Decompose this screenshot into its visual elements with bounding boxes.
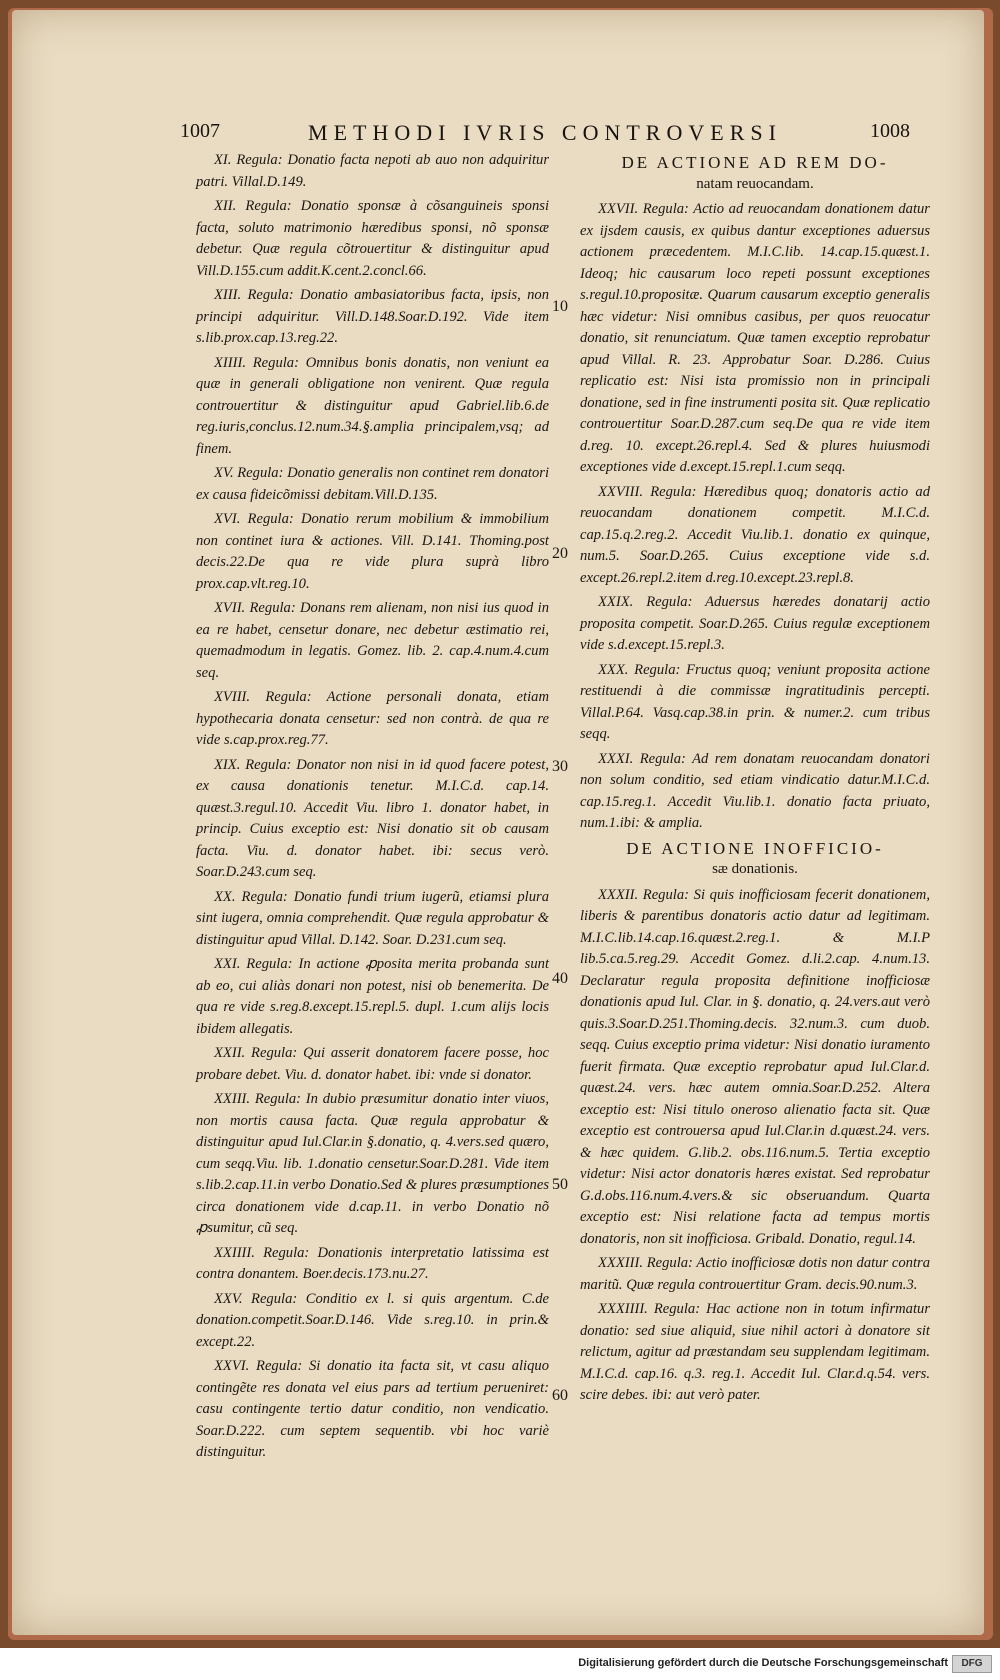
rule-paragraph: XXXIII. Regula: Actio inofficiosæ dotis non datur contra maritũ. Quæ regula controuertitur Gram. decis.90.num.3. [580, 1255, 930, 1293]
rule-paragraph: XXXII. Regula: Si quis inofficiosam fecerit donationem, liberis & parentibus donatoris actio datur ad legitimam. M.I.C.lib.14.cap.16.quæst.2.reg.1. & M.I.P lib.5.ca.5.reg.29. Accedit Gomez. d.li.2.cap. 4.num.13. Declaratur regula proposita definitione inofficiosæ donationis apud Iul. Clar. in §. donatio, q. 24.vers.aut verò quis.3.Soar.D.251.Thoming.decis. 32.num.3. cum duob. seqq. Cuius exceptio prima videtur: Nisi donatio iuramento fuerit firmata. Quæ exceptio reprobatur apud Iul.Clar.d. quæst.24. vers. hæc autem omnia.Soar.D.252. Altera exceptio est: Nisi titulo oneroso alienatio facta sit. Quæ exceptio est controuersa apud Iul.Clar.in d.quæst.24. vers. & hæc quidem. G.lib.2. obs.116.num.5. Tertia exceptio videtur: Nisi actor donatoris hæres existat. Sed reprobatur G.d.obs.116.num.4.vers.& sic obseruandum. Quarta exceptio est: Nisi relatione facta ad tempus mortis donatoris, non sit inofficiosa. Gribald. Donatio, regul.14. [580, 886, 930, 1247]
right-column [580, 150, 930, 1410]
line-number: 40 [552, 970, 568, 987]
section-subtitle: natam reuocandam. [696, 175, 814, 192]
rule-paragraph: XXIII. Regula: In dubio præsumitur donatio inter viuos, non mortis causa facta. Quæ regula approbatur & distinguitur apud Iul.Clar.in §.donatio, q. 4.vers.sed quæro, cum seqq.Viu. lib. 1.donatio censetur.Soar.D.281. Vide item s.lib.2.cap.11.in verbo Donatio.Sed & plures præsumptiones circa donationem vide d.cap.11. in verbo Donatio nõ ꝓsumitur, cũ seq. [196, 1091, 549, 1236]
rule-paragraph: XVIII. Regula: Actione personali donata, etiam hypothecaria donata censetur: sed non contrà. de qua re vide s.cap.prox.reg.77. [196, 689, 549, 748]
rule-paragraph: XXIX. Regula: Aduersus hæredes donatarij actio proposita competit. Soar.D.265. Cuius regulæ exceptionem vide s.d.except.15.repl.3. [580, 594, 930, 653]
rule-paragraph: XXVIII. Regula: Hæredibus quoq; donatoris actio ad reuocandam donationem competit. M.I.C.d. cap.15.q.2.reg.2. Accedit Viu.lib.1. donatio ex quinque, num.5. Soar.D.265. Cuius exceptione vide s.d. except.26.repl.2.item d.reg.10.except.23.repl.8. [580, 483, 930, 586]
footer-bar [0, 1648, 1000, 1680]
left-column [196, 150, 549, 1467]
line-number: 20 [552, 545, 568, 562]
rule-paragraph: XVI. Regula: Donatio rerum mobilium & immobilium non continet iura & actiones. Vill. D.141. Thoming.post decis.22.De qua re vide plura suprà libro prox.cap.vlt.reg.10. [196, 511, 549, 592]
page-number-right: 1008 [870, 120, 910, 142]
dfg-logo-icon: DFG [952, 1655, 992, 1673]
line-number: 30 [552, 758, 568, 775]
rule-paragraph: XIII. Regula: Donatio ambasiatoribus facta, ipsis, non principi adquiritur. Vill.D.148.Soar.D.192. Vide item s.lib.prox.cap.13.reg.22. [196, 287, 549, 346]
rule-paragraph: XXVII. Regula: Actio ad reuocandam donationem datur ex ijsdem causis, ex quibus dantur exceptiones aduersus actionem præcedentem. M.I.C.lib. 14.cap.15.quæst.1. Ideoq; hic causarum loco repeti possunt exceptiones s.regul.10.propositæ. Quarum causarum exceptio generalis hæc videtur: Nisi omnibus casibus, per quos reuocatur donatio, sit renunciatum. Quæ tamen exceptio reprobatur apud Villal. R. 23. Approbatur Soar. D.286. Cuius replicatio est: Nisi ista promissio non in principali donatione, sed in fine instrumenti posita sit. Quæ replicatio controuertitur Soar.D.287.cum seq.De qua re vide item d.reg. 10. except.26.repl.4. Sed & plures huiusmodi exceptiones vide d.except.15.repl.1.cum seqq. [580, 201, 930, 475]
rule-paragraph: XI. Regula: Donatio facta nepoti ab auo non adquiritur patri. Villal.D.149. [196, 152, 549, 190]
running-head: METHODI IVRIS CONTROVERSI [308, 120, 782, 145]
rule-paragraph: XX. Regula: Donatio fundi trium iugerũ, etiamsi plura sint iugera, omnia comprehendit. Quæ regula approbatur & distinguitur apud Villal. D.142. Soar. D.231.cum seq. [196, 888, 549, 948]
rule-paragraph: XXVI. Regula: Si donatio ita facta sit, vt casu aliquo contingẽte res donata vel eius pars ad tertium perueniret: casu contingente tertio datur conditio, non vendicatio. Soar.D.222. cum septem sequentib. vbi hoc variè distinguitur. [196, 1358, 549, 1460]
page-header [180, 120, 910, 150]
line-number: 10 [552, 298, 568, 315]
rule-paragraph: XXV. Regula: Conditio ex l. si quis argentum. C.de donation.competit.Soar.D.146. Vide s.reg.10. in prin.& except.22. [196, 1290, 549, 1350]
page-number-left: 1007 [180, 120, 220, 142]
rule-paragraph: XXXI. Regula: Ad rem donatam reuocandam donatori non solum conditio, sed etiam vindicatio datur.M.I.C.d. cap.15.reg.1. Accedit Viu.lib.1. donatio facta priuato, num.1.ibi: & amplia. [580, 750, 930, 831]
rule-paragraph: XII. Regula: Donatio sponsæ à cõsanguineis sponsi facta, soluto matrimonio hæredibus sponsi, nõ sponsæ debetur. Quæ regula cõtrouertitur & distinguitur apud Vill.D.155.cum addit.K.cent.2.concl.66. [196, 198, 549, 279]
rule-paragraph: XXIIII. Regula: Donationis interpretatio latissima est contra donantem. Boer.decis.173.nu.27. [196, 1244, 549, 1282]
rule-paragraph: XXI. Regula: In actione ꝓposita merita probanda sunt ab eo, cui aliàs donari non potest, nisi ob benemerita. De qua re vide s.reg.8.except.15.repl.5. dupl. 1.cum alijs locis ibidem allegatis. [196, 956, 549, 1037]
rule-paragraph: XVII. Regula: Donans rem alienam, non nisi ius quod in ea re habet, censetur donare, nec debetur æstimatio rei, quemadmodum in legatis. Gomez. lib. 2. cap.4.num.4.cum seq. [196, 600, 549, 681]
rule-paragraph: XV. Regula: Donatio generalis non continet rem donatori ex causa fideicõmissi debitam.Vill.D.135. [196, 465, 549, 503]
section-title: DE ACTIONE AD REM DO- [621, 153, 889, 172]
rule-paragraph: XXXIIII. Regula: Hac actione non in totum infirmatur donatio: sed siue aliquid, siue nihil actori à donatore sit relictum, agitur ad præstandam seu supplendam legitimam. M.I.C.d. cap.16. q.3. reg.1. Accedit Iul. Clar.d.q.54. vers. scire debes. ibi: aut verò pater. [580, 1301, 930, 1403]
rule-paragraph: XIIII. Regula: Omnibus bonis donatis, non veniunt ea quæ in generali obligatione non venirent. Quæ regula controuertitur & distinguitur apud Gabriel.lib.6.de reg.iuris,conclus.12.num.34.§.amplia principalem,vsq; ad finem. [196, 354, 549, 457]
rule-paragraph: XXII. Regula: Qui asserit donatorem facere posse, hoc probare debet. Viu. d. donator habet. ibi: vnde si donator. [196, 1045, 549, 1083]
line-number: 60 [552, 1387, 568, 1404]
section-subtitle: sæ donationis. [712, 861, 798, 877]
line-number: 50 [552, 1176, 568, 1193]
rule-paragraph: XXX. Regula: Fructus quoq; veniunt proposita actione restituendi à die commissæ ingratitudinis percepti. Villal.P.64. Vasq.cap.38.in prin. & numer.2. cum tribus seqq. [580, 661, 930, 742]
funding-notice: Digitalisierung gefördert durch die Deutsche Forschungsgemeinschaft [578, 1657, 948, 1669]
rule-paragraph: XIX. Regula: Donator non nisi in id quod facere potest, ex causa donationis tenetur. M.I.C.d. cap.14. quæst.3.regul.10. Accedit Viu. libro 1. donator habet, in princip. Cuius exceptio est: Nisi donatio sit ob causam facta. Viu. d. donator habet. ibi: secus verò. Soar.D.243.cum seq. [196, 756, 549, 880]
section-title: DE ACTIONE INOFFICIO- [626, 838, 884, 858]
